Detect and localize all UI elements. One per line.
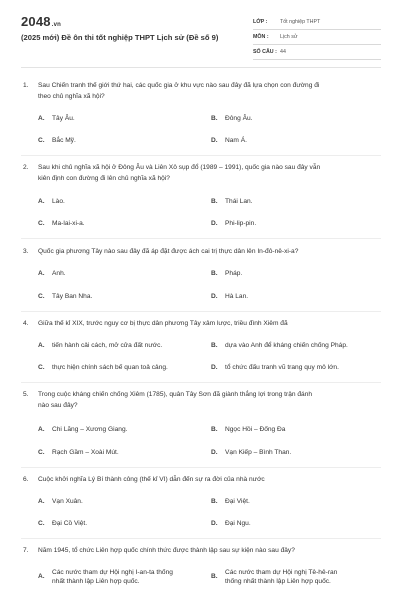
logo-text: 2048 [21,14,51,29]
option-letter: A. [38,573,45,580]
question-text [38,246,382,257]
option-letter: B. [211,115,218,122]
option-text: tổ chức đấu tranh vũ trang quy mô lớn. [225,364,339,371]
option-letter: C. [38,220,45,227]
option-c[interactable] [38,518,87,529]
option-text-line: Các nước tham dự Hội nghị I-an-ta thống [52,569,173,576]
question-separator [21,238,381,239]
meta-value: Lịch sử [280,34,298,40]
option-d[interactable] [211,362,339,373]
option-letter: B. [211,498,218,505]
question-text [38,162,382,184]
question-separator [21,467,381,468]
option-text: Đông Âu. [225,115,253,122]
option-c[interactable] [38,135,76,146]
option-text: Vạn Xuân. [52,498,83,505]
question-text-line: Năm 1945, tổ chức Liên hợp quốc chính thức được thành lập sau sự kiện nào sau đây? [38,547,295,554]
option-a[interactable] [38,268,66,279]
option-b[interactable] [211,424,285,435]
option-text: Rạch Gầm – Xoài Mút. [52,449,119,456]
question-number: 5. [23,391,29,398]
option-letter: D. [211,137,218,144]
option-text: thực hiện chính sách bế quan toả cảng. [52,364,168,371]
question-text-line: kiên định con đường đi lên chủ nghĩa xã hội? [38,175,170,182]
option-b[interactable] [211,113,253,124]
option-b[interactable] [211,268,242,279]
option-letter: A. [38,115,45,122]
option-text-line: Các nước tham dự Hội nghị Tê-hê-ran [225,569,338,576]
exam-title: (2025 mới) Đề ôn thi tốt nghiệp THPT Lịch sử (Đề số 9) [21,33,219,42]
option-letter: B. [211,426,218,433]
option-letter: A. [38,342,45,349]
option-a[interactable] [38,340,162,351]
option-c[interactable] [38,218,85,229]
option-text: Đại Cồ Việt. [52,520,88,527]
option-a[interactable] [38,113,75,124]
option-text: Chi Lăng – Xương Giang. [52,426,128,433]
option-d[interactable] [211,135,247,146]
question-text [38,318,382,329]
option-text-line: thống nhất thành lập Liên hợp quốc. [225,578,331,585]
option-text: Lào. [52,198,65,205]
question-number: 6. [23,476,29,483]
question-text-line: Sau khi chủ nghĩa xã hội ở Đông Âu và Liên Xô sụp đổ (1989 – 1991), quốc gia nào sau đây vẫn [38,164,321,171]
question-text-line: theo chủ nghĩa xã hội? [38,93,105,100]
option-text: Bắc Mỹ. [52,137,76,144]
question-text-line: nào sau đây? [38,402,78,409]
option-letter: C. [38,449,45,456]
option-letter: D. [211,520,218,527]
option-letter: B. [211,198,218,205]
option-text: Hà Lan. [225,293,249,300]
option-b[interactable] [211,568,381,586]
question-separator [21,382,381,383]
option-letter: A. [38,270,45,277]
option-text-line: nhất thành lập Liên hợp quốc. [52,578,140,585]
option-a[interactable] [38,496,83,507]
question-text [38,474,382,485]
option-d[interactable] [211,518,251,529]
question-text [38,80,382,102]
meta-label: SỐ CÂU : [253,49,277,55]
option-text: Pháp. [225,270,243,277]
option-a[interactable] [38,424,127,435]
option-b[interactable] [211,196,253,207]
option-letter: B. [211,573,218,580]
option-letter: D. [211,449,218,456]
option-letter: C. [38,137,45,144]
option-text: dựa vào Anh để kháng chiến chống Pháp. [225,342,348,349]
option-letter: C. [38,520,45,527]
option-letter: D. [211,293,218,300]
question-text-line: Quốc gia phương Tây nào sau đây đã áp đặt được ách cai trị thực dân lên In-đô-nê-xi-a? [38,248,299,255]
option-text: Tây Ban Nha. [52,293,93,300]
option-text: Vạn Kiếp – Bình Than. [225,449,292,456]
option-letter: B. [211,270,218,277]
option-letter: A. [38,426,45,433]
question-text-line: Trong cuộc kháng chiến chống Xiêm (1785), quân Tây Sơn đã giành thắng lợi trong trận đánh [38,391,313,398]
question-text-line: Giữa thế kỉ XIX, trước nguy cơ bị thực dân phương Tây xâm lược, triều đình Xiêm đã [38,320,288,327]
question-text-line: Cuộc khởi nghĩa Lý Bí thành công (thế kỉ VI) dẫn đến sự ra đời của nhà nước [38,476,265,483]
option-letter: D. [211,220,218,227]
option-d[interactable] [211,447,291,458]
question-number: 2. [23,164,29,171]
question-number: 3. [23,248,29,255]
meta-label: MÔN : [253,34,269,40]
option-a[interactable] [38,568,208,586]
option-letter: B. [211,342,218,349]
meta-label: LỚP : [253,19,268,25]
option-c[interactable] [38,362,168,373]
option-c[interactable] [38,291,92,302]
option-text: Thái Lan. [225,198,253,205]
logo-suffix: .vn [51,22,62,28]
option-d[interactable] [211,291,248,302]
option-b[interactable] [211,496,250,507]
question-text-line: Sau Chiến tranh thế giới thứ hai, các quốc gia ở khu vực nào sau đây đã lựa chọn con đường đi [38,82,320,89]
question-text [38,389,382,411]
meta-value: 44 [280,49,286,55]
option-letter: D. [211,364,218,371]
question-separator [21,538,381,539]
option-text: Tây Âu. [52,115,75,122]
option-letter: A. [38,198,45,205]
option-text: Ma-lai-xi-a. [52,220,85,227]
option-text: tiến hành cải cách, mở cửa đất nước. [52,342,163,349]
option-text: Nam Á. [225,137,247,144]
option-b[interactable] [211,340,348,351]
question-text [38,545,382,556]
option-text: Đại Việt. [225,498,250,505]
question-separator [21,155,381,156]
option-text: Anh. [52,270,66,277]
question-separator [21,311,381,312]
question-number: 1. [23,82,29,89]
question-number: 7. [23,547,29,554]
option-letter: A. [38,498,45,505]
option-a[interactable] [38,196,65,207]
option-letter: C. [38,364,45,371]
option-text: Phi-lip-pin. [225,220,257,227]
question-number: 4. [23,320,29,327]
option-d[interactable] [211,218,256,229]
meta-value: Tốt nghiệp THPT [280,19,321,25]
option-text: Đại Ngu. [225,520,251,527]
option-c[interactable] [38,447,119,458]
option-text: Ngọc Hồi – Đống Đa [225,426,286,433]
option-letter: C. [38,293,45,300]
